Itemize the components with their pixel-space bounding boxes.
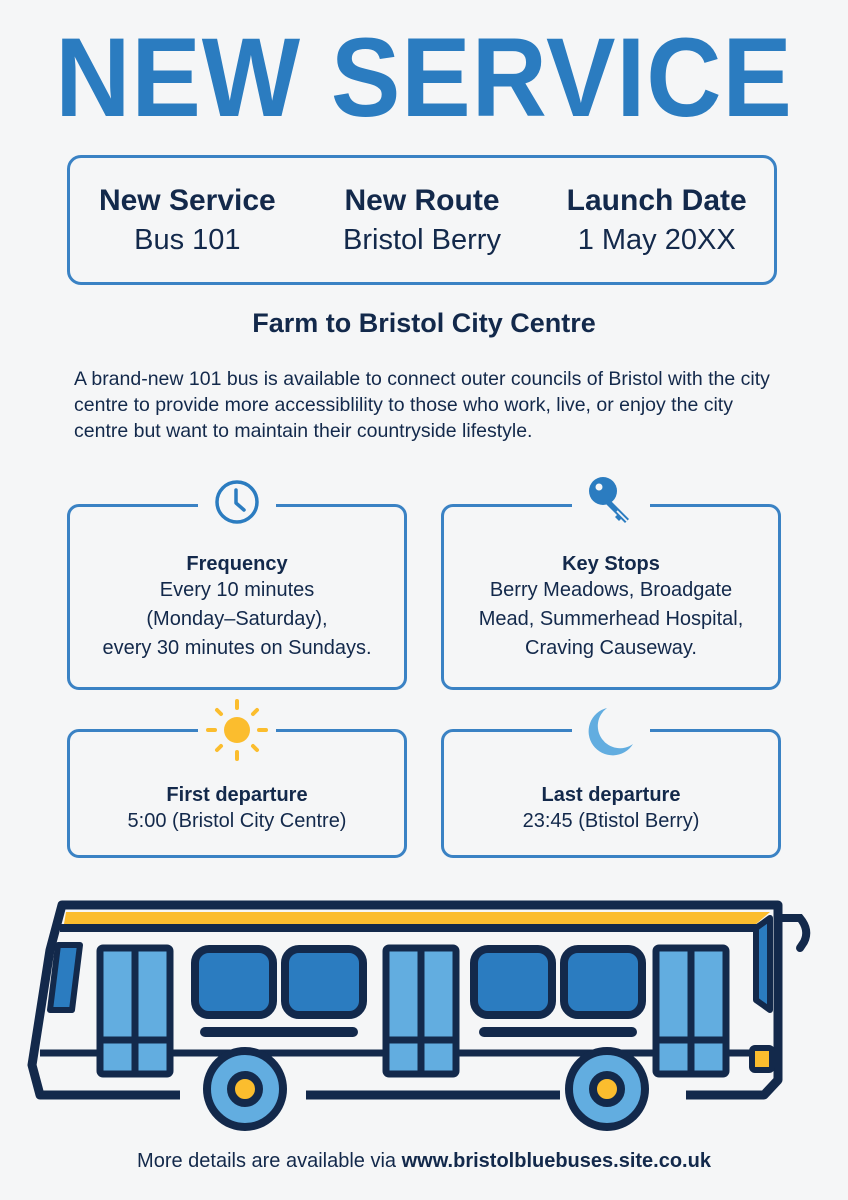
info-value: Bristol Berry bbox=[343, 223, 501, 256]
route-subtitle: Farm to Bristol City Centre bbox=[252, 308, 596, 338]
info-value: Bus 101 bbox=[134, 223, 241, 256]
info-new-route bbox=[305, 158, 540, 282]
key-stops-card bbox=[441, 504, 781, 690]
card-title: Frequency bbox=[186, 553, 288, 575]
card-title: First departure bbox=[166, 784, 308, 806]
last-departure-card bbox=[441, 729, 781, 858]
info-label: New Route bbox=[344, 183, 500, 217]
card-line: every 30 minutes on Sundays. bbox=[102, 637, 372, 659]
card-line: Every 10 minutes bbox=[159, 579, 315, 601]
key-icon bbox=[583, 473, 639, 529]
info-label: Launch Date bbox=[566, 183, 747, 217]
card-line: Craving Causeway. bbox=[525, 637, 697, 659]
service-info-box bbox=[67, 155, 777, 285]
card-title: Last departure bbox=[541, 784, 681, 806]
info-value: 1 May 20XX bbox=[577, 223, 736, 256]
info-launch-date bbox=[539, 158, 774, 282]
card-line: Mead, Summerhead Hospital, bbox=[478, 608, 744, 630]
bus-icon bbox=[0, 890, 848, 1140]
route-description: A brand-new 101 bus is available to connect outer councils of Bristol with the city centre to provide more accessiblility to those who work, live, or enjoy the city centre but want to maintain their countryside lifestyle. bbox=[74, 368, 770, 442]
info-label: New Service bbox=[98, 183, 276, 217]
footer-url-link[interactable]: www.bristolbluebuses.site.co.uk bbox=[401, 1150, 711, 1172]
first-departure-card bbox=[67, 729, 407, 858]
card-line: 23:45 (Btistol Berry) bbox=[522, 810, 700, 832]
footer bbox=[0, 1150, 848, 1173]
sun-icon bbox=[205, 698, 269, 762]
card-line: (Monday–Saturday), bbox=[146, 608, 328, 630]
clock-icon bbox=[213, 478, 261, 526]
page-title: NEW SERVICE bbox=[55, 15, 793, 140]
frequency-card bbox=[67, 504, 407, 690]
card-line: 5:00 (Bristol City Centre) bbox=[127, 810, 347, 832]
card-title: Key Stops bbox=[562, 553, 660, 575]
moon-icon bbox=[583, 704, 639, 760]
footer-prefix: More details are available via bbox=[137, 1150, 397, 1172]
info-new-service bbox=[70, 158, 305, 282]
card-line: Berry Meadows, Broadgate bbox=[489, 579, 733, 601]
